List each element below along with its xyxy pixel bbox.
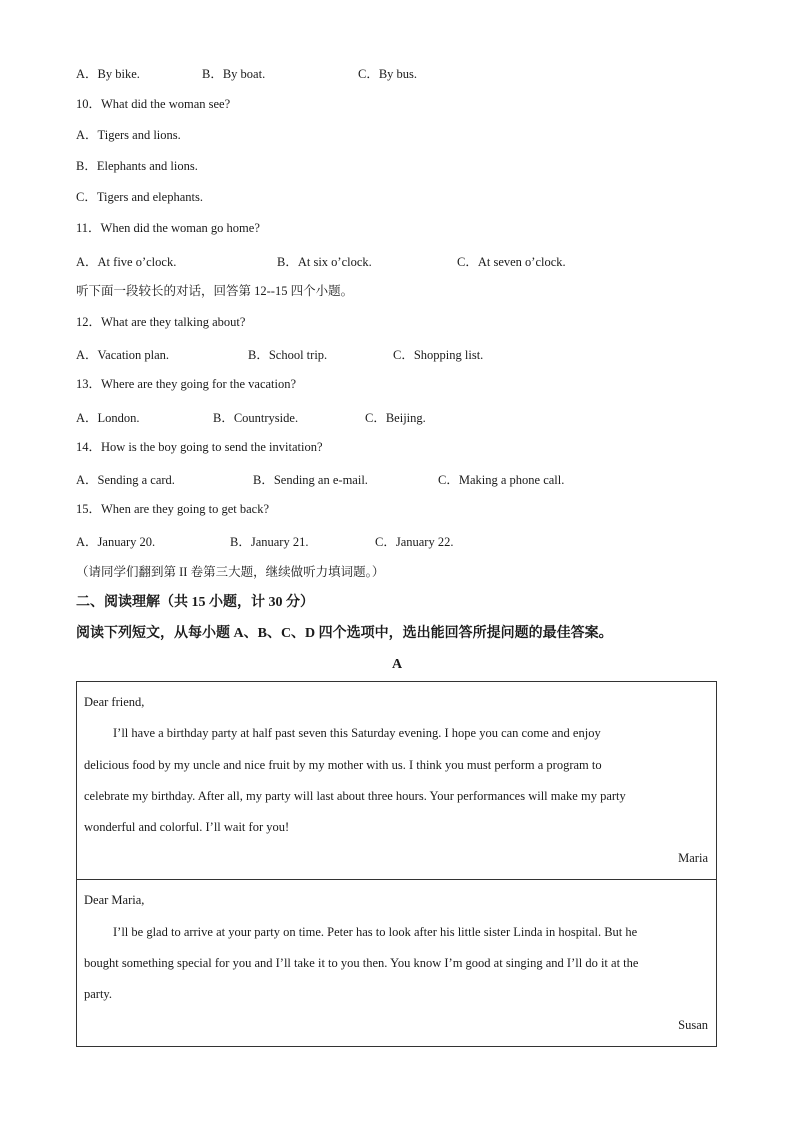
listening-instruction: 听下面一段较长的对话，回答第 12--15 四个小题。 (76, 284, 354, 298)
q11-option-b: B．At six o’clock. (277, 255, 372, 269)
q10-question: 10．What did the woman see? (76, 97, 231, 111)
letter-box-1 (76, 681, 717, 880)
q12-option-c: C．Shopping list. (393, 348, 484, 362)
q13-option-b: B．Countryside. (213, 411, 299, 425)
letter1-line-4: wonderful and colorful. I’ll wait for you! (84, 820, 290, 834)
letter2-line-1: I’ll be glad to arrive at your party on time. Peter has to look after his little sister Linda in hospital. But he (113, 925, 638, 939)
listening-note: （请同学们翻到第 II 卷第三大题，继续做听力填词题。） (76, 565, 385, 579)
q15-option-a: A．January 20. (76, 535, 156, 549)
q15-option-c: C．January 22. (375, 535, 454, 549)
q13-question: 13．Where are they going for the vacation? (76, 377, 297, 391)
letter1-line-3: celebrate my birthday. After all, my party will last about three hours. Your performances will make my party (84, 789, 626, 803)
section-instruction: 阅读下列短文，从每小题 A、B、C、D 四个选项中，选出能回答所提问题的最佳答案。 (76, 626, 613, 641)
passage-label: A (391, 657, 403, 672)
letter2-greeting: Dear Maria, (84, 893, 145, 907)
q10-option-c: C．Tigers and elephants. (76, 190, 203, 204)
q9-option-c: C．By bus. (358, 67, 418, 81)
q9-option-b: B．By boat. (202, 67, 266, 81)
letter1-greeting: Dear friend, (84, 695, 145, 709)
q14-option-b: B．Sending an e-mail. (253, 473, 368, 487)
q10-option-b: B．Elephants and lions. (76, 159, 198, 173)
q14-option-a: A．Sending a card. (76, 473, 175, 487)
q12-question: 12．What are they talking about? (76, 315, 246, 329)
letter2-signature: Susan (678, 1018, 708, 1032)
q14-option-c: C．Making a phone call. (438, 473, 565, 487)
q10-option-a: A．Tigers and lions. (76, 128, 181, 142)
q14-question: 14．How is the boy going to send the invitation? (76, 440, 323, 454)
q11-option-c: C．At seven o’clock. (457, 255, 566, 269)
q12-option-b: B．School trip. (248, 348, 328, 362)
letter1-line-1: I’ll have a birthday party at half past seven this Saturday evening. I hope you can come and enjoy (113, 726, 601, 740)
letter1-line-2: delicious food by my uncle and nice fruit by my mother with us. I think you must perform a program to (84, 758, 602, 772)
q13-option-a: A．London. (76, 411, 140, 425)
q12-option-a: A．Vacation plan. (76, 348, 170, 362)
q11-option-a: A．At five o’clock. (76, 255, 177, 269)
q9-option-a: A．By bike. (76, 67, 140, 81)
letter1-signature: Maria (678, 851, 708, 865)
q11-question: 11．When did the woman go home? (76, 221, 260, 235)
q13-option-c: C．Beijing. (365, 411, 426, 425)
section-heading: 二、阅读理解（共 15 小题，计 30 分） (76, 595, 314, 610)
letter-box-2 (76, 879, 717, 1047)
letter2-line-3: party. (84, 987, 112, 1001)
q15-option-b: B．January 21. (230, 535, 309, 549)
letter2-line-2: bought something special for you and I’ll take it to you then. You know I’m good at singing and I’ll do it at the (84, 956, 639, 970)
q15-question: 15．When are they going to get back? (76, 502, 269, 516)
